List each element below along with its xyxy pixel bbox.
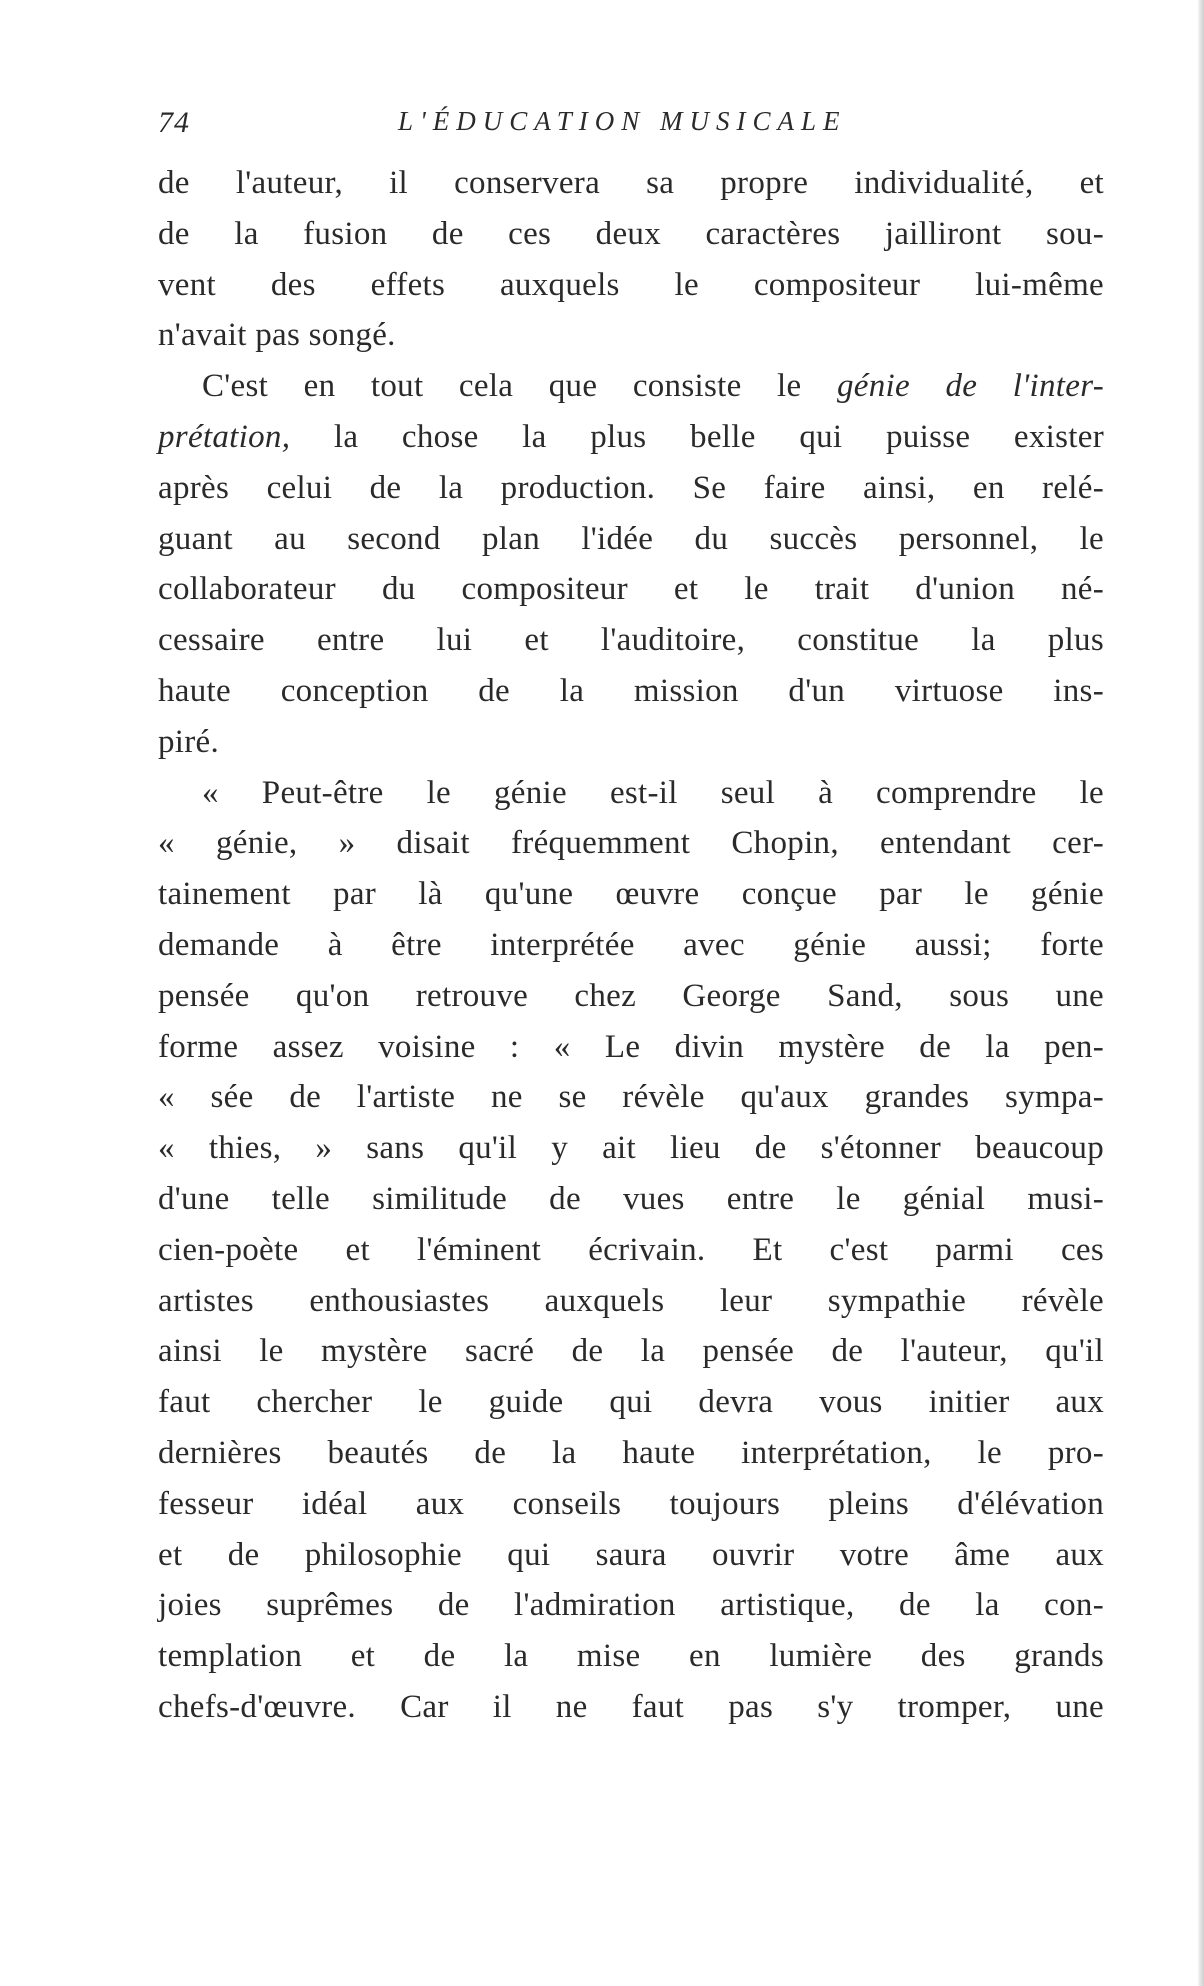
text-line: chefs-d'œuvre. Car il ne faut pas s'y tromper, une	[158, 1688, 1104, 1725]
text-line: et de philosophie qui saura ouvrir votre âme aux	[158, 1536, 1104, 1573]
text-line: dernières beautés de la haute interprétation, le pro-	[158, 1434, 1104, 1471]
text-line: n'avait pas songé.	[158, 317, 396, 354]
text-line: « sée de l'artiste ne se révèle qu'aux grandes sympa-	[158, 1079, 1104, 1116]
text-line: « thies, » sans qu'il y ait lieu de s'étonner beaucoup	[158, 1130, 1104, 1167]
page-edge-shadow	[1198, 0, 1204, 1986]
text-line: joies suprêmes de l'admiration artistique, de la con-	[158, 1587, 1104, 1624]
text-line: piré.	[158, 723, 220, 760]
page-header	[158, 106, 1104, 146]
text-line: vent des effets auxquels le compositeur lui-même	[158, 266, 1104, 303]
text-line: collaborateur du compositeur et le trait d'union né-	[158, 571, 1104, 608]
text-segment: la chose la plus belle qui puisse exister	[290, 418, 1104, 455]
text-line: haute conception de la mission d'un virtuose ins-	[158, 672, 1104, 709]
running-title: L'ÉDUCATION MUSICALE	[398, 106, 847, 136]
text-line: guant au second plan l'idée du succès personnel, le	[158, 520, 1104, 557]
text-line: de la fusion de ces deux caractères jailliront sou-	[158, 215, 1104, 252]
text-line: d'une telle similitude de vues entre le génial musi-	[158, 1180, 1104, 1217]
body-text	[158, 158, 1104, 1733]
italic-phrase: prétation,	[158, 418, 291, 455]
text-line: de l'auteur, il conservera sa propre individualité, et	[158, 165, 1104, 201]
text-line: templation et de la mise en lumière des grands	[158, 1638, 1104, 1675]
text-line: « Peut-être le génie est-il seul à comprendre le	[202, 774, 1104, 811]
text-line	[158, 361, 1104, 412]
text-line	[158, 412, 1104, 463]
text-line: fesseur idéal aux conseils toujours pleins d'élévation	[158, 1485, 1104, 1522]
text-line: forme assez voisine : « Le divin mystère de la pen-	[158, 1028, 1104, 1065]
text-line: faut chercher le guide qui devra vous initier aux	[158, 1384, 1104, 1421]
text-line: « génie, » disait fréquemment Chopin, entendant cer-	[158, 825, 1104, 862]
text-line: demande à être interprétée avec génie aussi; forte	[158, 926, 1104, 963]
text-line: artistes enthousiastes auxquels leur sympathie révèle	[158, 1282, 1104, 1319]
text-line: pensée qu'on retrouve chez George Sand, sous une	[158, 977, 1104, 1014]
text-line: tainement par là qu'une œuvre conçue par le génie	[158, 876, 1104, 913]
text-line: après celui de la production. Se faire ainsi, en relé-	[158, 469, 1104, 506]
text-segment: C'est en tout cela que consiste le	[202, 368, 837, 405]
text-line: cessaire entre lui et l'auditoire, constitue la plus	[158, 622, 1104, 659]
text-line: ainsi le mystère sacré de la pensée de l'auteur, qu'il	[158, 1333, 1104, 1370]
italic-phrase: génie de l'inter-	[836, 368, 1104, 405]
page-number: 74	[158, 106, 190, 139]
text-line: cien-poète et l'éminent écrivain. Et c'est parmi ces	[158, 1231, 1104, 1268]
